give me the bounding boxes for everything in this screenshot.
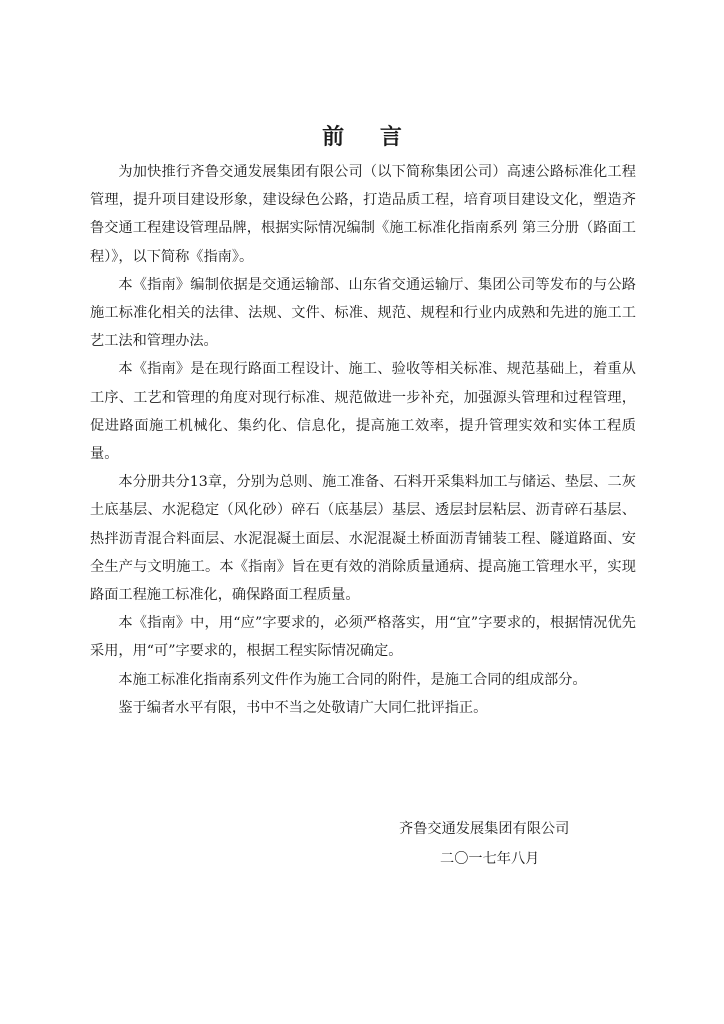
paragraph-closing: 鉴于编者水平有限，书中不当之处敬请广大同仁批评指正。: [118, 699, 488, 716]
paragraph-wording: 本《指南》中，用“应”字要求的，必须严格落实，用“宜”字要求的，根据情况优先采用，用“可”字要求的，根据工程实际情况确定。: [90, 615, 636, 660]
paragraph-scope: 本《指南》是在现行路面工程设计、施工、验收等相关标准、规范基础上，着重从工序、工艺和管理的角度对现行标准、规范做进一步补充，加强源头管理和过程管理，促进路面施工机械化、集约化、信息化，提高施工效率，提升管理实效和实体工程质量。: [90, 361, 636, 463]
paragraph-contract: 本施工标准化指南系列文件作为施工合同的附件，是施工合同的组成部分。: [118, 671, 587, 688]
paragraph-chapters: 本分册共分13章，分别为总则、施工准备、石料开采集料加工与储运、垫层、二灰土底基层、水泥稳定（风化砂）碎石（底基层）基层、透层封层粘层、沥青碎石基层、热拌沥青混合料面层、水泥混凝土面层、水泥混凝土桥面沥青铺装工程、隧道路面、安全生产与文明施工。本《指南》旨在更有效的消除质量通病、提高施工管理水平，实现路面工程施工标准化，确保路面工程质量。: [90, 474, 636, 604]
signature-organization: 齐鲁交通发展集团有限公司: [399, 821, 570, 837]
preface-body: [90, 158, 636, 722]
paragraph-purpose: 为加快推行齐鲁交通发展集团有限公司（以下简称集团公司）高速公路标准化工程管理，提升项目建设形象，建设绿色公路，打造品质工程，培育项目建设文化，塑造齐鲁交通工程建设管理品牌，根据实际情况编制《施工标准化指南系列 第三分册（路面工程）》，以下简称《指南》。: [90, 164, 636, 265]
signature-date: 二〇一七年八月: [440, 851, 540, 867]
page-title: 前 言: [322, 124, 416, 150]
paragraph-basis: 本《指南》编制依据是交通运输部、山东省交通运输厅、集团公司等发布的与公路施工标准化相关的法律、法规、文件、标准、规范、规程和行业内成熟和先进的施工工艺工法和管理办法。: [90, 276, 636, 350]
